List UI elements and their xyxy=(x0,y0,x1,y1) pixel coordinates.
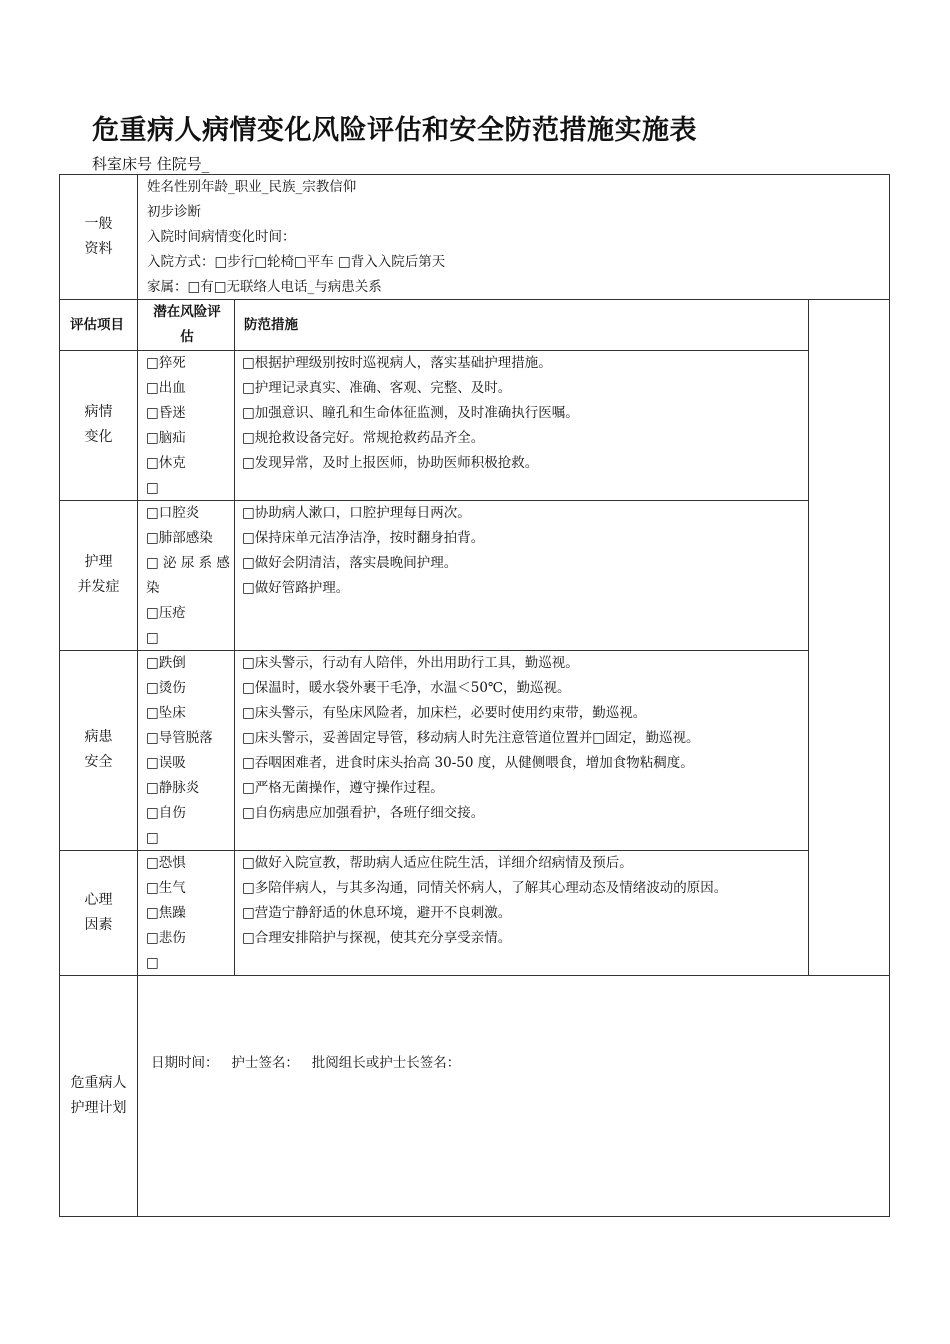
header-preventive-measures: 防范措施 xyxy=(244,317,298,333)
table-rule xyxy=(59,1216,890,1217)
table-rule xyxy=(889,174,890,1217)
risk-list-psychological-factors xyxy=(146,851,186,976)
risk-list-condition-change xyxy=(146,351,186,501)
nursing-plan-label: 危重病人 护理计划 xyxy=(70,1075,127,1116)
measure-checkbox-item[interactable]: □加强意识、瞳孔和生命体征监测，及时准确执行医嘱。 xyxy=(242,405,579,421)
section-label-psychological-factors: 心理 因素 xyxy=(84,892,113,933)
measure-checkbox-item[interactable]: □床头警示，行动有人陪伴，外出用助行工具，勤巡视。 xyxy=(242,655,579,671)
family-contact-line: 家属：□有□无联络人电话_与病患关系 xyxy=(147,279,382,295)
measure-checkbox-item[interactable]: □保温时，暖水袋外裹干毛净，水温＜50℃，勤巡视。 xyxy=(242,680,571,696)
measure-checkbox-item[interactable]: □营造宁静舒适的休息环境，避开不良刺激。 xyxy=(242,905,512,921)
risk-checkbox-item[interactable]: □生气 xyxy=(146,880,186,896)
measure-checkbox-item[interactable]: □合理安排陪护与探视，使其充分享受亲情。 xyxy=(242,930,512,946)
section-label-nursing-complications: 护理 并发症 xyxy=(77,554,120,595)
general-info-label: 一般 资料 xyxy=(84,216,113,257)
document-title: 危重病人病情变化风险评估和安全防范措施实施表 xyxy=(92,115,697,146)
measure-checkbox-item[interactable]: □多陪伴病人，与其多沟通，同情关怀病人，了解其心理动态及情绪波动的原因。 xyxy=(242,880,728,896)
risk-checkbox-item: 染 xyxy=(146,580,160,596)
risk-checkbox-item[interactable]: □ 泌 尿 系 感 xyxy=(146,555,230,571)
measure-checkbox-item[interactable]: □规抢救设备完好。常规抢救药品齐全。 xyxy=(242,430,485,446)
risk-checkbox-item[interactable]: □压疮 xyxy=(146,605,186,621)
risk-checkbox-item[interactable]: □肺部感染 xyxy=(146,530,213,546)
section-label-patient-safety: 病患 安全 xyxy=(84,729,113,770)
risk-checkbox-item[interactable]: □静脉炎 xyxy=(146,780,200,796)
dept-bed-admission-line: 科室床号 住院号_ xyxy=(92,155,210,173)
measure-checkbox-item[interactable]: □做好入院宣教，帮助病人适应住院生活，详细介绍病情及预后。 xyxy=(242,855,633,871)
risk-list-nursing-complications xyxy=(146,501,230,651)
measure-checkbox-item[interactable]: □保持床单元洁净洁净，按时翻身拍背。 xyxy=(242,530,485,546)
risk-checkbox-item[interactable]: □跌倒 xyxy=(146,655,186,671)
measure-checkbox-item[interactable]: □协助病人漱口，口腔护理每日两次。 xyxy=(242,505,471,521)
measure-checkbox-item[interactable]: □做好管路护理。 xyxy=(242,580,350,596)
risk-checkbox-item[interactable]: □焦躁 xyxy=(146,905,186,921)
risk-checkbox-item[interactable]: □脑疝 xyxy=(146,430,186,446)
general-info-lines xyxy=(147,175,445,300)
measure-checkbox-item[interactable]: □护理记录真实、准确、客观、完整、及时。 xyxy=(242,380,512,396)
risk-checkbox-item[interactable]: □悲伤 xyxy=(146,930,186,946)
risk-checkbox-item[interactable]: □导管脱落 xyxy=(146,730,213,746)
risk-checkbox-item[interactable]: □ xyxy=(146,630,159,646)
admission-mode-line: 入院方式：□步行□轮椅□平车 □背入入院后第天 xyxy=(147,254,446,270)
signature-line: 日期时间： 护士签名： 批阅组长或护士长签名： xyxy=(151,1055,461,1071)
risk-checkbox-item[interactable]: □昏迷 xyxy=(146,405,186,421)
initial-diagnosis-line: 初步诊断 xyxy=(147,204,201,220)
measure-list-psychological-factors xyxy=(242,851,727,951)
admission-time-line: 入院时间病情变化时间： xyxy=(147,229,296,245)
measure-checkbox-item[interactable]: □床头警示，有坠床风险者，加床栏，必要时使用约束带，勤巡视。 xyxy=(242,705,647,721)
risk-list-patient-safety xyxy=(146,651,213,851)
measure-checkbox-item[interactable]: □发现异常，及时上报医师，协助医师积极抢救。 xyxy=(242,455,539,471)
risk-checkbox-item[interactable]: □恐惧 xyxy=(146,855,186,871)
measure-list-patient-safety xyxy=(242,651,700,826)
measure-list-nursing-complications xyxy=(242,501,484,601)
measure-checkbox-item[interactable]: □做好会阴清洁，落实晨晚间护理。 xyxy=(242,555,458,571)
header-potential-risk: 潜在风险评 估 xyxy=(153,304,221,345)
header-assessment-item: 评估项目 xyxy=(70,317,124,333)
measure-checkbox-item[interactable]: □根据护理级别按时巡视病人，落实基础护理措施。 xyxy=(242,355,552,371)
measure-checkbox-item[interactable]: □床头警示，妥善固定导管，移动病人时先注意管道位置并□固定，勤巡视。 xyxy=(242,730,700,746)
patient-basic-info-line: 姓名性别年龄_职业_民族_宗教信仰 xyxy=(147,179,357,195)
measure-checkbox-item[interactable]: □自伤病患应加强看护，各班仔细交接。 xyxy=(242,805,485,821)
risk-checkbox-item[interactable]: □ xyxy=(146,955,159,971)
table-rule xyxy=(234,299,235,976)
risk-checkbox-item[interactable]: □ xyxy=(146,830,159,846)
measure-checkbox-item[interactable]: □吞咽困难者，进食时床头抬高 30-50 度，从健侧喂食，增加食物粘稠度。 xyxy=(242,755,694,771)
table-rule xyxy=(808,299,809,976)
risk-checkbox-item[interactable]: □ xyxy=(146,480,159,496)
measure-checkbox-item[interactable]: □严格无菌操作，遵守操作过程。 xyxy=(242,780,444,796)
risk-checkbox-item[interactable]: □猝死 xyxy=(146,355,186,371)
risk-checkbox-item[interactable]: □烫伤 xyxy=(146,680,186,696)
section-label-condition-change: 病情 变化 xyxy=(84,404,113,445)
risk-checkbox-item[interactable]: □休克 xyxy=(146,455,186,471)
measure-list-condition-change xyxy=(242,351,579,476)
risk-checkbox-item[interactable]: □口腔炎 xyxy=(146,505,200,521)
risk-checkbox-item[interactable]: □自伤 xyxy=(146,805,186,821)
risk-checkbox-item[interactable]: □出血 xyxy=(146,380,186,396)
risk-checkbox-item[interactable]: □误吸 xyxy=(146,755,186,771)
risk-checkbox-item[interactable]: □坠床 xyxy=(146,705,186,721)
table-rule xyxy=(59,174,60,1217)
table-rule xyxy=(137,174,138,1217)
